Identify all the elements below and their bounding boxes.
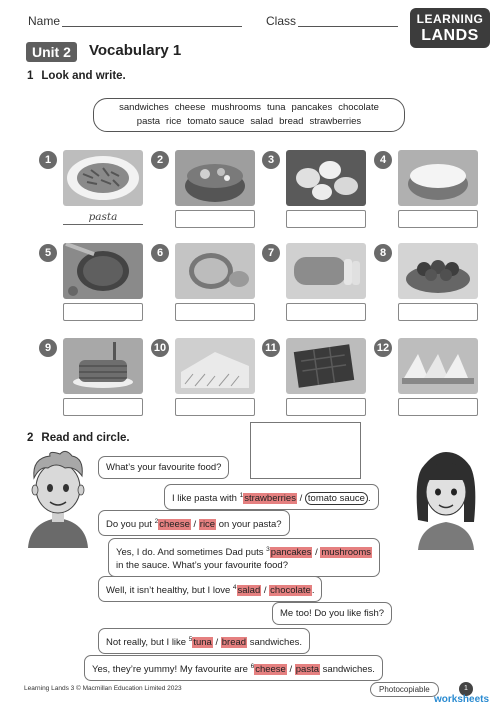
item-number: 11 (262, 339, 280, 357)
name-line[interactable] (62, 26, 242, 27)
choice-option[interactable]: tuna (193, 637, 212, 649)
dialogue-text: sandwiches. (320, 664, 375, 676)
answer-box[interactable] (398, 303, 478, 321)
dialogue-text: . (311, 585, 315, 597)
choice-option[interactable]: bread (221, 637, 247, 649)
item-number: 6 (151, 244, 169, 262)
name-label: Name (28, 14, 61, 28)
choice-option[interactable]: mushrooms (321, 547, 371, 559)
item-number: 10 (151, 339, 169, 357)
strawberries-bowl-image (398, 243, 478, 299)
answer-box[interactable] (398, 210, 478, 228)
page-number: 1 (459, 682, 473, 696)
dialogue-text: Not really, but I like (106, 637, 189, 649)
question-number: 2 (154, 518, 159, 525)
copyright-text: Learning Lands 3 © Macmillan Education Limited 2023 (24, 685, 182, 692)
salad-bowl-image (175, 150, 255, 206)
speech-bubble-girl (108, 538, 380, 577)
answer-underline (63, 224, 143, 225)
answer-example: pasta (88, 211, 118, 223)
chocolate-bar-image (286, 338, 366, 394)
dialogue-text: Yes, they’re yummy! My favourite are (92, 664, 251, 676)
pancakes-stack-image (63, 338, 143, 394)
choice-option[interactable]: cheese (159, 519, 190, 531)
section1-heading (27, 70, 126, 82)
photocopiable-badge: Photocopiable (370, 682, 439, 697)
word-bank-word: tuna (267, 102, 286, 113)
dialogue-text: / (261, 585, 270, 597)
speech-bubble-boy (98, 456, 229, 479)
speech-bubble-boy (98, 576, 322, 602)
item-number: 4 (374, 151, 392, 169)
rice-bowl-image (398, 150, 478, 206)
answer-box[interactable] (175, 303, 255, 321)
dialogue-text: Yes, I do. And sometimes Dad puts (116, 547, 267, 559)
word-bank-word: pasta (136, 116, 161, 127)
word-bank (93, 98, 405, 132)
answer-box[interactable] (398, 398, 478, 416)
word-bank-word: salad (250, 116, 274, 127)
speech-bubble-girl (84, 655, 383, 681)
learning-lands-logo (410, 8, 490, 48)
boy-illustration (20, 448, 95, 548)
item-number: 2 (151, 151, 169, 169)
choice-option[interactable]: pancakes (270, 547, 312, 559)
word-bank-word: sandwiches (119, 102, 169, 113)
dialogue-text: / (296, 493, 305, 505)
dialogue-text: . (367, 493, 371, 505)
section2-number: 2 (27, 432, 34, 444)
dialogue-text: sandwiches. (247, 637, 302, 649)
word-bank-word: mushrooms (211, 102, 262, 113)
word-bank-word: strawberries (309, 116, 362, 127)
section2-heading (27, 432, 130, 444)
choice-option[interactable]: chocolate (270, 585, 311, 597)
item-number: 9 (39, 339, 57, 357)
answer-box[interactable] (63, 398, 143, 416)
bread-loaf-image (286, 243, 366, 299)
section1-number: 1 (27, 70, 34, 82)
word-bank-word: chocolate (338, 102, 379, 113)
word-bank-row-2 (100, 115, 398, 129)
class-line[interactable] (298, 26, 398, 27)
tuna-can-image (175, 243, 255, 299)
section1-title: Look and write. (41, 70, 126, 82)
girl-illustration (408, 450, 483, 550)
unit-badge: Unit 2 (26, 42, 77, 62)
mushrooms-image (286, 150, 366, 206)
answer-box[interactable] (286, 398, 366, 416)
dialogue-text: in the sauce. What’s your favourite food? (116, 560, 288, 572)
dialogue-text: Do you put (106, 519, 155, 531)
item-number: 3 (262, 151, 280, 169)
dialogue-text: / (190, 519, 199, 531)
pasta-plate-image (63, 150, 143, 206)
dialogue-text: / (212, 637, 221, 649)
answer-box[interactable] (175, 398, 255, 416)
worksheets-watermark: worksheets (434, 694, 490, 705)
dialogue-text: / (312, 547, 321, 559)
item-number: 7 (262, 244, 280, 262)
sandwiches-image (398, 338, 478, 394)
item-number: 5 (39, 244, 57, 262)
item-number: 1 (39, 151, 57, 169)
choice-option[interactable]: pasta (295, 664, 320, 676)
section2-title: Read and circle. (41, 432, 130, 444)
word-bank-row-1 (100, 101, 398, 115)
word-bank-word: tomato sauce (187, 116, 245, 127)
logo-line2: LANDS (421, 27, 479, 44)
question-number: 3 (266, 546, 270, 553)
question-number: 5 (188, 636, 193, 643)
word-bank-word: rice (166, 116, 182, 127)
speech-bubble-boy (98, 510, 290, 536)
question-number: 4 (232, 584, 237, 591)
dialogue-text: Me too! Do you like fish? (280, 608, 385, 619)
word-bank-word: cheese (174, 102, 206, 113)
class-label: Class (266, 14, 297, 28)
dialogue-text: What’s your favourite food? (106, 462, 222, 473)
speech-bubble-girl (272, 602, 392, 625)
item-number: 12 (374, 339, 392, 357)
answer-box[interactable] (286, 210, 366, 228)
speech-bubble-girl (164, 484, 379, 510)
unit-title: Vocabulary 1 (89, 42, 182, 59)
dialogue-text: I like pasta with (172, 493, 240, 505)
blank-picture-box (250, 422, 361, 479)
question-number: 6 (250, 663, 255, 670)
word-bank-word: bread (279, 116, 304, 127)
grated-cheese-image (175, 338, 255, 394)
dialogue-text: Well, it isn’t healthy, but I love (106, 585, 233, 597)
logo-line1: LEARNING (416, 12, 484, 26)
answer-box[interactable] (286, 303, 366, 321)
item-number: 8 (374, 244, 392, 262)
speech-bubble-boy (98, 628, 310, 654)
question-number: 1 (239, 492, 244, 499)
choice-option[interactable]: salad (237, 585, 261, 597)
choice-option[interactable]: strawberries (244, 493, 296, 505)
answer-box[interactable] (175, 210, 255, 228)
choice-option-circled[interactable]: tomato sauce (305, 492, 368, 505)
word-bank-word: pancakes (291, 102, 333, 113)
answer-box[interactable] (63, 303, 143, 321)
tomato-sauce-pot-image (63, 243, 143, 299)
choice-option[interactable]: rice (199, 519, 216, 531)
dialogue-text: / (286, 664, 295, 676)
choice-option[interactable]: cheese (255, 664, 286, 676)
dialogue-text: on your pasta? (216, 519, 282, 531)
